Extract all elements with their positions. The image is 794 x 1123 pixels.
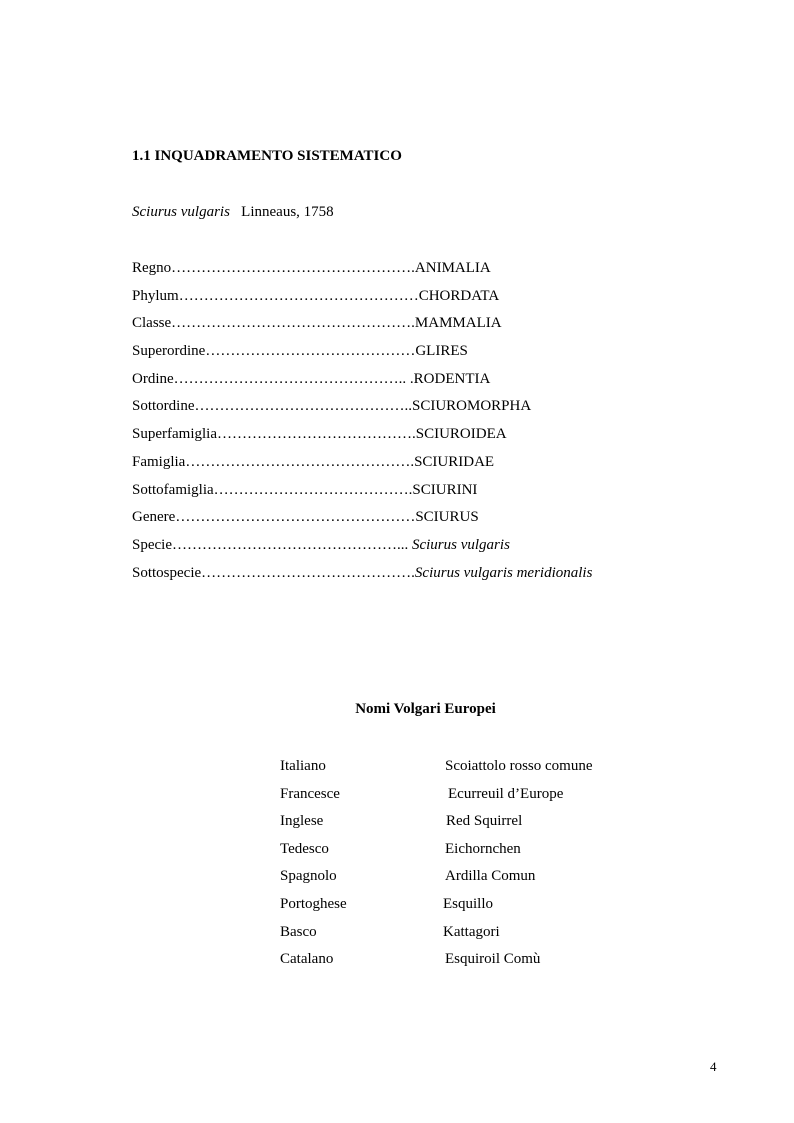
taxonomy-value: SCIURIDAE	[414, 453, 495, 470]
common-name-value: Esquillo	[443, 895, 494, 912]
common-name-value: Eichornchen	[445, 840, 521, 857]
taxonomy-value: CHORDATA	[418, 287, 500, 304]
taxonomy-rank: Classe	[132, 315, 172, 332]
taxonomy-row	[132, 563, 592, 591]
taxonomy-rank: Sottofamiglia	[132, 481, 214, 498]
taxonomy-value: RODENTIA	[413, 370, 491, 387]
taxonomy-rank: Ordine	[132, 370, 174, 387]
common-name-value: Kattagori	[443, 923, 500, 940]
taxonomy-value: SCIURINI	[412, 481, 478, 498]
taxonomy-leader: ……………………………………….	[185, 453, 415, 470]
common-name-row	[280, 949, 640, 977]
common-name-row	[280, 784, 640, 812]
common-name-language: Portoghese	[280, 895, 347, 912]
taxonomy-value: SCIURUS	[415, 509, 479, 526]
taxonomy-rank: Phylum	[132, 287, 179, 304]
common-name-value: Ardilla Comun	[445, 868, 536, 885]
common-name-language: Spagnolo	[280, 868, 337, 885]
taxonomy-leader: …………………………………………	[178, 287, 419, 304]
taxonomy-rank: Specie	[132, 536, 172, 553]
taxonomy-value: MAMMALIA	[414, 315, 502, 332]
taxonomy-rank: Sottospecie	[132, 564, 202, 581]
common-name-language: Italiano	[280, 758, 326, 774]
common-name-row	[280, 922, 640, 950]
taxonomy-value: SCIUROIDEA	[415, 426, 507, 443]
common-names-list	[280, 756, 640, 977]
taxonomy-leader: …………………………………….	[201, 564, 415, 581]
common-name-value: Red Squirrel	[446, 813, 523, 830]
common-name-language: Inglese	[280, 813, 324, 830]
common-name-language: Catalano	[280, 951, 334, 968]
common-name-value: Scoiattolo rosso comune	[445, 758, 593, 774]
taxonomy-rank: Famiglia	[132, 453, 186, 470]
taxonomy-value: Sciurus vulgaris meridionalis	[414, 564, 593, 581]
species-line	[132, 204, 334, 221]
taxonomy-row	[132, 313, 592, 341]
common-name-value: Esquiroil Comù	[445, 951, 541, 968]
common-name-row	[280, 811, 640, 839]
taxonomy-rank: Superfamiglia	[132, 426, 217, 443]
taxonomy-row	[132, 452, 592, 480]
taxonomy-list	[132, 258, 592, 590]
taxonomy-row	[132, 258, 592, 286]
taxonomy-row	[132, 396, 592, 424]
taxonomy-leader: ………………………………………….	[171, 260, 415, 276]
taxonomy-row	[132, 424, 592, 452]
taxonomy-leader: ………………………………….	[213, 481, 413, 498]
taxonomy-leader: ……………………………………..	[194, 398, 412, 415]
taxonomy-leader: ……………………………………….. .	[173, 370, 414, 387]
page-number: 4	[710, 1059, 717, 1074]
taxonomy-leader: ………………………………………….	[171, 315, 415, 332]
taxonomy-value: GLIRES	[415, 343, 468, 360]
species-scientific-name: Sciurus vulgaris	[132, 204, 230, 220]
taxonomy-row	[132, 507, 592, 535]
taxonomy-row	[132, 535, 592, 563]
taxonomy-value: Sciurus vulgaris	[411, 536, 510, 553]
taxonomy-rank: Sottordine	[132, 398, 195, 415]
taxonomy-leader: ………………………………………...	[171, 536, 412, 553]
common-name-row	[280, 756, 640, 784]
common-name-language: Tedesco	[280, 840, 329, 857]
common-name-row	[280, 866, 640, 894]
common-name-language: Basco	[280, 923, 317, 940]
common-name-value: Ecurreuil d’Europe	[448, 785, 564, 802]
common-name-row	[280, 839, 640, 867]
common-name-language: Francesce	[280, 785, 340, 802]
taxonomy-row	[132, 480, 592, 508]
taxonomy-value: ANIMALIA	[414, 260, 491, 276]
common-names-title: Nomi Volgari Europei	[355, 701, 496, 717]
taxonomy-leader: ………………………………….	[216, 426, 416, 443]
taxonomy-row	[132, 286, 592, 314]
taxonomy-leader: …………………………………………	[175, 509, 416, 526]
taxonomy-rank: Superordine	[132, 343, 206, 360]
taxonomy-rank: Regno	[132, 260, 172, 276]
section-heading: 1.1 INQUADRAMENTO SISTEMATICO	[132, 148, 402, 164]
taxonomy-rank: Genere	[132, 509, 176, 526]
common-name-row	[280, 894, 640, 922]
taxonomy-row	[132, 341, 592, 369]
taxonomy-row	[132, 369, 592, 397]
taxonomy-value: SCIUROMORPHA	[412, 398, 532, 415]
taxonomy-leader: ……………………………………	[205, 343, 416, 360]
species-authority: Linneaus, 1758	[241, 204, 334, 220]
